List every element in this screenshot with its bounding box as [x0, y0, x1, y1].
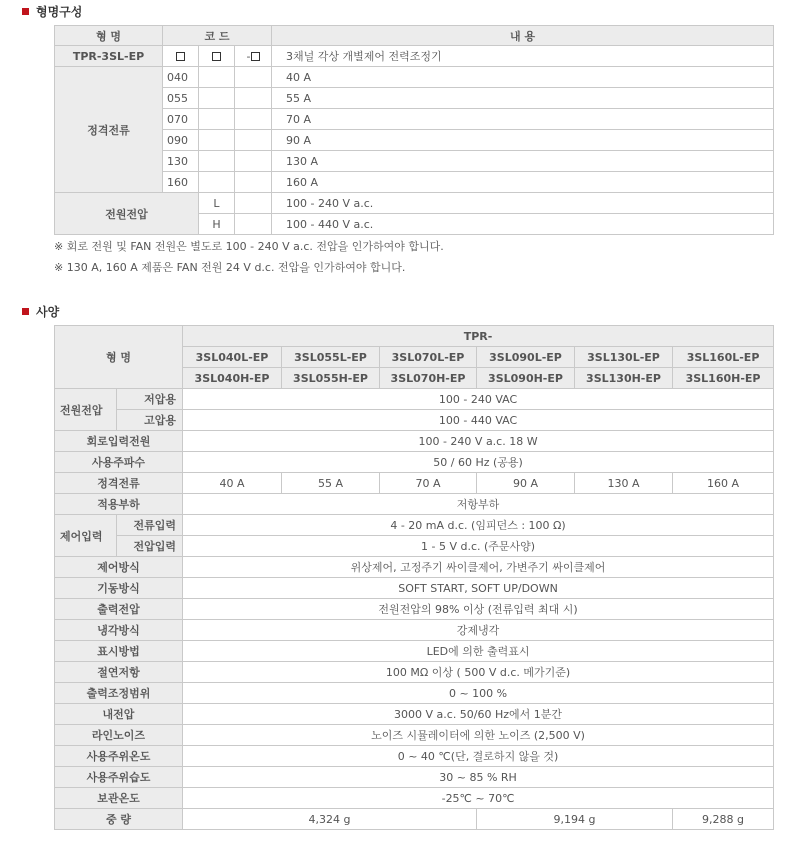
spec-label: 보관온도 — [55, 788, 183, 809]
table-row — [55, 683, 774, 704]
table-row — [55, 641, 774, 662]
note-line: ※ 회로 전원 및 FAN 전원은 별도로 100 - 240 V a.c. 전압을 인가하여야 합니다. — [54, 240, 444, 253]
table-row — [55, 746, 774, 767]
rated-current-value: 70 A — [380, 473, 477, 494]
model-h: 3SL090H-EP — [477, 368, 575, 389]
rated-current-label: 정격전류 — [55, 67, 163, 193]
model-composition-table — [54, 25, 774, 235]
low-voltage-value: 100 - 240 VAC — [183, 389, 774, 410]
circuit-power-value: 100 - 240 V a.c. 18 W — [183, 431, 774, 452]
header-content: 내 용 — [272, 26, 774, 46]
spec-label: 냉각방식 — [55, 620, 183, 641]
spec-model-label: 형 명 — [55, 326, 183, 389]
spec-label: 기동방식 — [55, 578, 183, 599]
load-value: 저항부하 — [183, 494, 774, 515]
table-row — [55, 557, 774, 578]
current-input-value: 4 - 20 mA d.c. (임피던스 : 100 Ω) — [183, 515, 774, 536]
model-name: TPR-3SL-EP — [55, 46, 163, 67]
table-row — [55, 473, 774, 494]
square-box-icon — [176, 52, 185, 61]
voltage-code: H — [199, 214, 235, 235]
rated-desc: 40 A — [272, 67, 774, 88]
model-h: 3SL055H-EP — [282, 368, 380, 389]
table-row — [55, 46, 774, 67]
weight-value: 9,194 g — [477, 809, 673, 830]
section-title-specifications — [22, 303, 59, 319]
model-h: 3SL040H-EP — [183, 368, 282, 389]
table-row — [55, 620, 774, 641]
model-h: 3SL130H-EP — [575, 368, 673, 389]
spec-series: TPR- — [183, 326, 774, 347]
spec-value: 0 ~ 40 ℃(단, 결로하지 않을 것) — [183, 746, 774, 767]
spec-value: 노이즈 시뮬레이터에 의한 노이즈 (2,500 V) — [183, 725, 774, 746]
rated-code: 090 — [163, 130, 199, 151]
specifications-table — [54, 325, 774, 830]
spec-label: 표시방법 — [55, 641, 183, 662]
spec-label: 내전압 — [55, 704, 183, 725]
table-row — [55, 193, 774, 214]
rated-desc: 160 A — [272, 172, 774, 193]
code-slot-3 — [235, 46, 272, 67]
rated-desc: 130 A — [272, 151, 774, 172]
current-input-label: 전류입력 — [117, 515, 183, 536]
code-slot-3-prefix: - — [246, 49, 251, 63]
code-slot-1 — [163, 46, 199, 67]
model-l: 3SL055L-EP — [282, 347, 380, 368]
spec-value: 강제냉각 — [183, 620, 774, 641]
control-input-label: 제어입력 — [55, 515, 117, 557]
table-row — [55, 389, 774, 410]
rated-desc: 90 A — [272, 130, 774, 151]
table-row — [55, 452, 774, 473]
low-voltage-label: 저압용 — [117, 389, 183, 410]
table-row — [55, 410, 774, 431]
rated-current-label: 정격전류 — [55, 473, 183, 494]
voltage-desc: 100 - 440 V a.c. — [272, 214, 774, 235]
model-l: 3SL070L-EP — [380, 347, 477, 368]
spec-label: 라인노이즈 — [55, 725, 183, 746]
weight-label: 중 량 — [55, 809, 183, 830]
header-model: 형 명 — [55, 26, 163, 46]
frequency-label: 사용주파수 — [55, 452, 183, 473]
rated-desc: 70 A — [272, 109, 774, 130]
table-row — [55, 109, 774, 130]
spec-label: 제어방식 — [55, 557, 183, 578]
spec-value: LED에 의한 출력표시 — [183, 641, 774, 662]
rated-current-value: 130 A — [575, 473, 673, 494]
spec-label: 출력조정범위 — [55, 683, 183, 704]
model-l: 3SL040L-EP — [183, 347, 282, 368]
section-title-text: 형명구성 — [36, 4, 83, 19]
high-voltage-value: 100 - 440 VAC — [183, 410, 774, 431]
bullet-square-icon — [22, 308, 29, 315]
voltage-code: L — [199, 193, 235, 214]
spec-label: 사용주위습도 — [55, 767, 183, 788]
spec-value: -25℃ ~ 70℃ — [183, 788, 774, 809]
notes — [54, 236, 444, 278]
header-code: 코 드 — [163, 26, 272, 46]
supply-voltage-label: 전원전압 — [55, 193, 199, 235]
table-header-row — [55, 26, 774, 46]
table-row — [55, 536, 774, 557]
table-row — [55, 172, 774, 193]
model-h: 3SL070H-EP — [380, 368, 477, 389]
table-row — [55, 788, 774, 809]
table-row — [55, 767, 774, 788]
table-row — [55, 130, 774, 151]
table-row — [55, 662, 774, 683]
spec-label: 출력전압 — [55, 599, 183, 620]
table-row — [55, 515, 774, 536]
model-desc: 3채널 각상 개별제어 전력조정기 — [272, 46, 774, 67]
rated-code: 040 — [163, 67, 199, 88]
square-box-icon — [251, 52, 260, 61]
spec-value: 100 MΩ 이상 ( 500 V d.c. 메가기준) — [183, 662, 774, 683]
rated-code: 055 — [163, 88, 199, 109]
table-row — [55, 704, 774, 725]
table-row — [55, 578, 774, 599]
rated-current-value: 90 A — [477, 473, 575, 494]
bullet-square-icon — [22, 8, 29, 15]
circuit-power-label: 회로입력전원 — [55, 431, 183, 452]
model-l: 3SL090L-EP — [477, 347, 575, 368]
table-row — [55, 725, 774, 746]
spec-value: 위상제어, 고정주기 싸이클제어, 가변주기 싸이클제어 — [183, 557, 774, 578]
load-label: 적용부하 — [55, 494, 183, 515]
spec-label: 절연저항 — [55, 662, 183, 683]
rated-code: 130 — [163, 151, 199, 172]
rated-code: 070 — [163, 109, 199, 130]
table-row — [55, 431, 774, 452]
high-voltage-label: 고압용 — [117, 410, 183, 431]
table-row — [55, 151, 774, 172]
voltage-input-label: 전압입력 — [117, 536, 183, 557]
rated-current-value: 40 A — [183, 473, 282, 494]
voltage-desc: 100 - 240 V a.c. — [272, 193, 774, 214]
weight-value: 4,324 g — [183, 809, 477, 830]
table-row — [55, 88, 774, 109]
square-box-icon — [212, 52, 221, 61]
note-line: ※ 130 A, 160 A 제품은 FAN 전원 24 V d.c. 전압을 인가하여야 합니다. — [54, 261, 406, 274]
model-h: 3SL160H-EP — [673, 368, 774, 389]
frequency-value: 50 / 60 Hz (공용) — [183, 452, 774, 473]
power-voltage-label: 전원전압 — [55, 389, 117, 431]
weight-value: 9,288 g — [673, 809, 774, 830]
table-row — [55, 494, 774, 515]
spec-value: 3000 V a.c. 50/60 Hz에서 1분간 — [183, 704, 774, 725]
table-row — [55, 599, 774, 620]
rated-current-value: 160 A — [673, 473, 774, 494]
rated-current-value: 55 A — [282, 473, 380, 494]
table-header-row — [55, 326, 774, 347]
spec-value: 0 ~ 100 % — [183, 683, 774, 704]
code-slot-2 — [199, 46, 235, 67]
model-l: 3SL160L-EP — [673, 347, 774, 368]
spec-value: 30 ~ 85 % RH — [183, 767, 774, 788]
spec-value: SOFT START, SOFT UP/DOWN — [183, 578, 774, 599]
table-row — [55, 809, 774, 830]
section-title-text: 사양 — [36, 304, 60, 319]
section-title-model-composition — [22, 3, 82, 19]
rated-desc: 55 A — [272, 88, 774, 109]
voltage-input-value: 1 - 5 V d.c. (주문사양) — [183, 536, 774, 557]
spec-value: 전원전압의 98% 이상 (전류입력 최대 시) — [183, 599, 774, 620]
model-l: 3SL130L-EP — [575, 347, 673, 368]
rated-code: 160 — [163, 172, 199, 193]
spec-label: 사용주위온도 — [55, 746, 183, 767]
table-row — [55, 67, 774, 88]
